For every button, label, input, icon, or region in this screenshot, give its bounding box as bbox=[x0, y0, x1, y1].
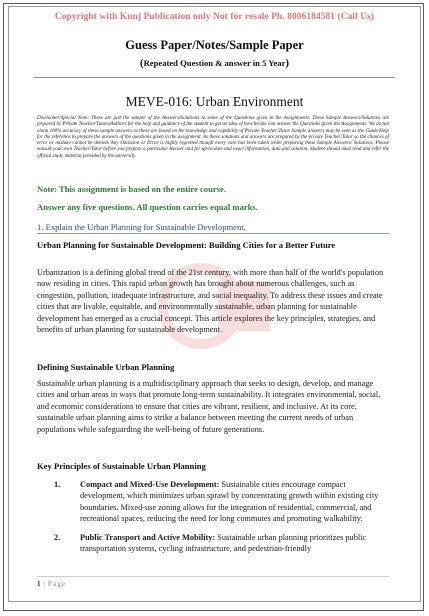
footer-separator: | bbox=[43, 580, 45, 588]
question-underline bbox=[37, 233, 389, 234]
intro-paragraph: Urbanization is a defining global trend of the 21st century, with more than half of the world's population now residing in cities. This rapid urban growth has brought about numerous challenges, such as congestion, pollution, inadequate infrastructure, and social inequality. To address these issues and create cities that are livable, equitable, and environmentally sustainable, urban planning for sustainable development has emerged as a crucial concept. This article explores the key principles, strategies, and benefits of urban planning for sustainable development. bbox=[37, 268, 384, 335]
header-divider bbox=[34, 77, 395, 78]
subheading-defining: Defining Sustainable Urban Planning bbox=[37, 362, 175, 372]
answer-instruction: Answer any five questions. All question carries equal marks. bbox=[37, 202, 258, 212]
page-number: 1 bbox=[37, 580, 41, 588]
principles-list bbox=[37, 479, 389, 561]
section-heading: Urban Planning for Sustainable Development: Building Cities for a Better Future bbox=[37, 240, 336, 250]
list-item bbox=[37, 479, 389, 525]
subtitle-text: Repeated Question & answer in 5 Year bbox=[143, 58, 286, 68]
question-heading: 1. Explain the Urban Planning for Sustainable Development. bbox=[37, 222, 246, 232]
list-item-number: 1. bbox=[54, 480, 61, 489]
disclaimer-text: Disclaimer/Special Note: These are just the sample of the Answers/Solutions to some of the Questions given in the Assignments. These Sample Answers/Solutions are prepared by Private Teacher/Tutors/Authors for the help and guidance of the student to get an idea of how he/she can answer the Questions given the Assignments. We do not claim 100% accuracy of these sample answers as these are based on the knowledge and capability of Private Teacher/Tutor. Sample answers may be seen as the Guide/Help for the reference to prepare the answers of the questions given in the assignment. As these solutions and answers are prepared by the private Teacher/Tutor so the chances of error or mistake cannot be denied. Any Omission or Error is highly regretted though every care has been taken while preparing these Sample Answers/ Solutions. Please consult your own Teacher/Tutor before you prepare a particular Answer and for up-to-date and exact information, data and solution. Student should must read and refer the official study material provided by the university. bbox=[37, 115, 389, 159]
page-label: Page bbox=[47, 580, 67, 588]
footer-divider bbox=[37, 576, 389, 577]
page-footer bbox=[37, 580, 66, 588]
header-subtitle bbox=[0, 57, 429, 69]
definition-paragraph: Sustainable urban planning is a multidisciplinary approach that seeks to design, develop, and manage cities and urban areas in ways that promote long-term sustainability. It integrates environmental, social, and economic considerations to ensure that cities are vibrant, resilient, and inclusive. At its core, sustainable urban planning aims to strike a balance between meeting the current needs of urban populations while safeguarding the well-being of future generations. bbox=[37, 379, 381, 434]
list-item-text: Sustainable urban planning prioritizes public transportation systems, cycling infrastructure, and pedestrian-friendly bbox=[80, 532, 367, 554]
assignment-note: Note: This assignment is based on the entire course. bbox=[37, 184, 226, 194]
subtitle-close-paren: ) bbox=[285, 57, 290, 69]
header-title: Guess Paper/Notes/Sample Paper bbox=[125, 38, 304, 52]
copyright-banner: Copyright with Kunj Publication only Not for resale Ph. 8006184581 (Call Us) bbox=[54, 12, 375, 22]
list-item bbox=[37, 532, 389, 555]
subtitle-open-paren: ( bbox=[139, 57, 144, 69]
document-title: MEVE-016: Urban Environment bbox=[125, 94, 304, 109]
list-item-lead: Compact and Mixed-Use Development: bbox=[80, 480, 220, 489]
list-item-number: 2. bbox=[54, 532, 61, 542]
list-item-lead: Public Transport and Active Mobility: bbox=[80, 532, 216, 542]
subheading-principles: Key Principles of Sustainable Urban Planning bbox=[37, 461, 206, 471]
list-item-text: Sustainable cities encourage compact development, which minimizes urban sprawl by concentrating growth within existing city boundaries. Mixed-use zoning allows for the integration of residential, commercial, and recreational spaces, reducing the need for long commutes and promoting walkability. bbox=[80, 480, 379, 524]
